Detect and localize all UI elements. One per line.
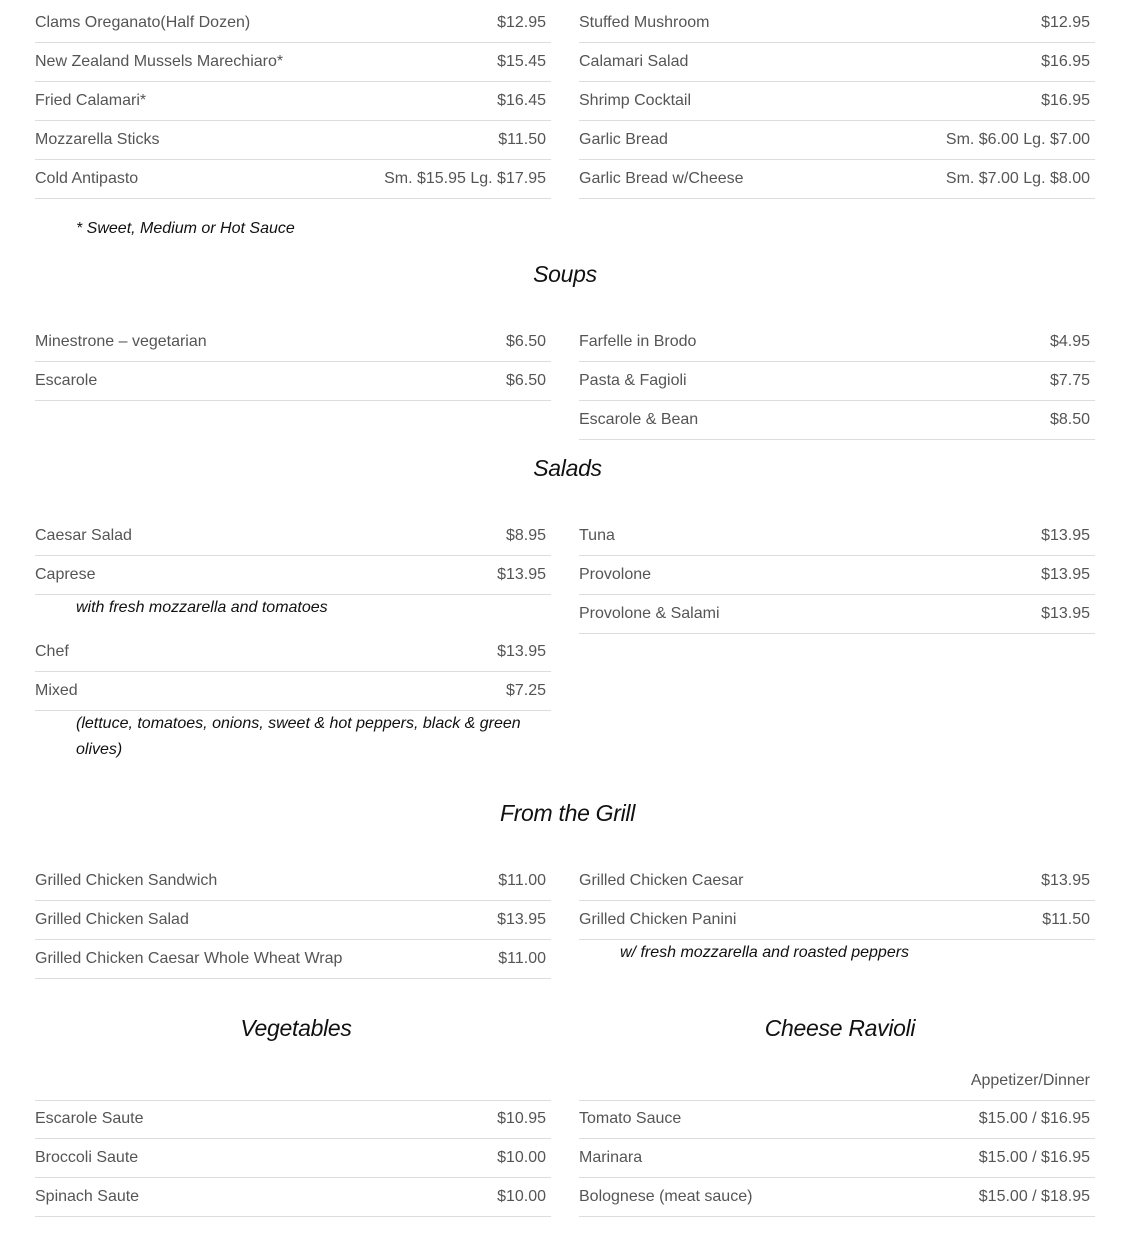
item-price: $15.00 / $16.95 [978,1149,1090,1166]
item-name: Shrimp Cocktail [579,92,692,109]
menu-item [579,160,1095,199]
item-name: Mozzarella Sticks [35,131,160,148]
caprese-note: with fresh mozzarella and tomatoes [76,599,328,616]
item-price: $11.00 [498,950,546,967]
menu-item [579,43,1095,82]
item-price: Sm. $15.95 Lg. $17.95 [384,170,546,187]
item-price: $13.95 [1041,872,1090,889]
item-name: Spinach Saute [35,1188,140,1205]
menu-item [35,43,551,82]
menu-item [579,556,1095,595]
menu-item [579,862,1095,901]
item-name: Stuffed Mushroom [579,14,710,31]
menu-item [579,517,1095,556]
item-name: Garlic Bread [579,131,668,148]
item-price: $7.75 [1049,372,1090,389]
salads-left-list [35,517,551,763]
mixed-note: (lettuce, tomatoes, onions, sweet & hot peppers, black & green olives) [76,715,521,758]
item-price: $7.25 [505,682,546,699]
item-price: $4.95 [1049,333,1090,350]
section-title-grill: From the Grill [499,800,636,826]
item-price: $13.95 [497,911,546,928]
item-price: $11.00 [498,872,546,889]
item-price: $11.50 [1042,911,1090,928]
item-name: Farfelle in Brodo [579,333,697,350]
item-name: Calamari Salad [579,53,689,70]
item-name: Grilled Chicken Caesar [579,872,744,889]
item-price: Sm. $7.00 Lg. $8.00 [945,170,1090,187]
panini-note: w/ fresh mozzarella and roasted peppers [620,944,910,961]
item-name: Cold Antipasto [35,170,139,187]
menu-item [35,862,551,901]
menu-item [579,595,1095,634]
item-price: $15.00 / $18.95 [978,1188,1090,1205]
item-price: $16.95 [1041,53,1090,70]
menu-item [35,1178,551,1217]
ravioli-list [579,1100,1095,1217]
item-price: $10.00 [497,1188,546,1205]
item-price: $13.95 [1041,605,1090,622]
item-name: Mixed [35,682,78,699]
menu-item [35,1139,551,1178]
menu-item [35,82,551,121]
item-name: Caesar Salad [35,527,132,544]
menu-item [579,82,1095,121]
item-name: New Zealand Mussels Marechiaro* [35,53,284,70]
menu-item [579,1139,1095,1178]
menu-item [35,1100,551,1139]
menu-item [579,401,1095,440]
menu-item [579,1178,1095,1217]
item-price: $16.45 [497,92,546,109]
soups-right-list [579,323,1095,440]
item-name: Fried Calamari* [35,92,147,109]
sauce-note: * Sweet, Medium or Hot Sauce [76,220,295,237]
item-price: $10.00 [497,1149,546,1166]
item-name: Marinara [579,1149,643,1166]
item-price: $8.95 [505,527,546,544]
menu-item [35,121,551,160]
item-price: $11.50 [498,131,546,148]
item-name: Escarole Saute [35,1110,144,1127]
item-name: Caprese [35,566,96,583]
item-name: Escarole & Bean [579,411,699,428]
item-price: $13.95 [1041,566,1090,583]
grill-left-list [35,862,551,979]
item-name: Minestrone – vegetarian [35,333,207,350]
item-price: $13.95 [1041,527,1090,544]
menu-item [35,633,551,672]
item-price: $12.95 [497,14,546,31]
menu-item [35,160,551,199]
menu-item [579,1100,1095,1139]
item-price: $8.50 [1049,411,1090,428]
menu-item [579,121,1095,160]
section-title-soups: Soups [533,261,597,287]
appetizers-left-list [35,4,551,199]
grill-right-list [579,862,1095,966]
item-name: Chef [35,643,69,660]
item-price: $13.95 [497,566,546,583]
item-price: $10.95 [497,1110,546,1127]
item-name: Provolone [579,566,652,583]
soups-left-list [35,323,551,401]
item-price: $16.95 [1041,92,1090,109]
menu-item [35,4,551,43]
menu-item [35,362,551,401]
ravioli-column-header: Appetizer/Dinner [579,1061,1095,1101]
menu-item [35,672,551,711]
menu-item [579,362,1095,401]
item-price: Sm. $6.00 Lg. $7.00 [945,131,1090,148]
menu-item [579,901,1095,940]
item-price: $15.00 / $16.95 [978,1110,1090,1127]
item-price: $6.50 [505,372,546,389]
item-name: Bolognese (meat sauce) [579,1188,753,1205]
menu-item [35,940,551,979]
vegetables-header-spacer [35,1061,551,1101]
vegetables-list [35,1100,551,1217]
menu-item [35,556,551,595]
item-name: Garlic Bread w/Cheese [579,170,744,187]
menu-item [35,517,551,556]
menu-item [579,4,1095,43]
item-price: $12.95 [1041,14,1090,31]
item-price: $13.95 [497,643,546,660]
item-price: $15.45 [497,53,546,70]
item-name: Grilled Chicken Sandwich [35,872,218,889]
item-name: Grilled Chicken Panini [579,911,737,928]
item-name: Grilled Chicken Salad [35,911,189,928]
item-name: Pasta & Fagioli [579,372,687,389]
salads-right-list [579,517,1095,634]
menu-item [579,323,1095,362]
item-price: $6.50 [505,333,546,350]
menu-item [35,901,551,940]
section-title-salads: Salads [533,455,602,481]
item-name: Broccoli Saute [35,1149,139,1166]
appetizers-right-list [579,4,1095,199]
item-name: Clams Oreganato(Half Dozen) [35,14,251,31]
section-title-vegetables: Vegetables [240,1015,352,1041]
item-name: Tuna [579,527,615,544]
item-name: Escarole [35,372,98,389]
item-name: Tomato Sauce [579,1110,682,1127]
item-name: Grilled Chicken Caesar Whole Wheat Wrap [35,950,343,967]
menu-item [35,323,551,362]
section-title-ravioli: Cheese Ravioli [764,1015,916,1041]
item-name: Provolone & Salami [579,605,720,622]
